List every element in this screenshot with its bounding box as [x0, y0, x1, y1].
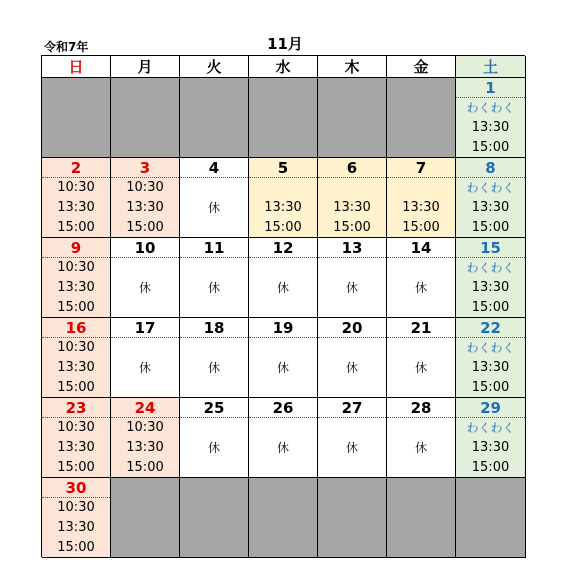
time-slot-list [42, 498, 110, 558]
time-slot-list [42, 418, 110, 478]
day-cell [387, 158, 456, 238]
event-label: わくわく [466, 181, 515, 195]
time-slot: 15:00 [402, 220, 440, 235]
day-cell [42, 238, 111, 318]
closed-label: 休 [345, 441, 358, 455]
time-slot: 15:00 [471, 460, 510, 475]
day-cell [456, 158, 526, 238]
closed-label: 休 [276, 441, 289, 455]
day-cell [387, 238, 456, 318]
closed-label: 休 [414, 281, 427, 295]
time-slot: 10:30 [57, 260, 95, 275]
time-slot: 15:00 [333, 220, 371, 235]
time-slot-list [456, 98, 525, 158]
empty-day-cell [249, 478, 318, 558]
time-slot: 13:30 [402, 200, 440, 215]
weekday-header-sun: 日 [42, 56, 111, 78]
time-slot: 13:30 [471, 200, 510, 215]
event-label: わくわく [466, 421, 515, 435]
day-number: 10 [111, 238, 179, 258]
time-slot: 15:00 [57, 300, 95, 315]
empty-day-cell [318, 78, 387, 158]
time-slot: 15:00 [471, 300, 510, 315]
time-slot: 10:30 [57, 420, 95, 435]
time-slot: 15:00 [126, 460, 164, 475]
day-cell [318, 238, 387, 318]
era-label: 令和7年 [44, 40, 89, 54]
event-label: わくわく [466, 101, 515, 115]
day-cell [180, 238, 249, 318]
time-slot-list [42, 338, 110, 398]
day-cell [111, 238, 180, 318]
event-label: わくわく [466, 341, 515, 355]
empty-day-cell [249, 78, 318, 158]
weekday-header-thu: 木 [318, 56, 387, 78]
time-slot: 15:00 [264, 220, 302, 235]
day-number: 11 [180, 238, 248, 258]
closed-label: 休 [414, 441, 427, 455]
day-number: 6 [318, 158, 386, 178]
day-number: 13 [318, 238, 386, 258]
day-cell [318, 398, 387, 478]
time-slot: 13:30 [57, 440, 95, 455]
day-number: 2 [42, 158, 110, 178]
calendar-grid [41, 55, 525, 557]
closed-label: 休 [207, 201, 220, 215]
empty-day-cell [456, 478, 526, 558]
empty-day-cell [387, 78, 456, 158]
time-slot: 13:30 [333, 200, 371, 215]
day-number: 3 [111, 158, 179, 178]
empty-day-cell [180, 78, 249, 158]
day-number: 15 [456, 238, 525, 258]
closed-label: 休 [414, 361, 427, 375]
day-number: 7 [387, 158, 455, 178]
time-slot: 13:30 [126, 200, 164, 215]
day-number: 20 [318, 318, 386, 338]
time-slot [318, 178, 386, 198]
time-slot: 15:00 [57, 540, 95, 555]
day-number: 30 [42, 478, 110, 498]
time-slot [249, 178, 317, 198]
time-slot: 10:30 [57, 500, 95, 515]
closed-label: 休 [207, 441, 220, 455]
empty-day-cell [387, 478, 456, 558]
day-number: 26 [249, 398, 317, 418]
day-number: 8 [456, 158, 525, 178]
empty-day-cell [180, 478, 249, 558]
day-cell [111, 318, 180, 398]
time-slot: 10:30 [126, 180, 164, 195]
weekday-header-wed: 水 [249, 56, 318, 78]
time-slot-list [42, 258, 110, 318]
time-slot: 15:00 [57, 380, 95, 395]
time-slot: 13:30 [471, 440, 510, 455]
closed-label: 休 [345, 281, 358, 295]
day-cell [456, 398, 526, 478]
day-number: 9 [42, 238, 110, 258]
weekday-header-mon: 月 [111, 56, 180, 78]
day-cell [249, 158, 318, 238]
day-cell [387, 398, 456, 478]
day-cell [387, 318, 456, 398]
day-cell [180, 158, 249, 238]
day-number: 12 [249, 238, 317, 258]
time-slot: 15:00 [57, 460, 95, 475]
day-cell [456, 318, 526, 398]
time-slot: 13:30 [126, 440, 164, 455]
empty-day-cell [42, 78, 111, 158]
time-slot: 13:30 [471, 280, 510, 295]
closed-label: 休 [138, 281, 151, 295]
time-slot-list [456, 178, 525, 238]
weekday-header-sat: 土 [456, 56, 526, 78]
day-number: 25 [180, 398, 248, 418]
day-number: 24 [111, 398, 179, 418]
day-number: 22 [456, 318, 525, 338]
day-cell [249, 318, 318, 398]
day-cell [249, 398, 318, 478]
day-cell [249, 238, 318, 318]
time-slot: 10:30 [57, 340, 95, 355]
day-cell [42, 158, 111, 238]
day-number: 5 [249, 158, 317, 178]
closed-label: 休 [345, 361, 358, 375]
day-cell [42, 398, 111, 478]
day-number: 4 [180, 158, 248, 178]
time-slot-list [42, 178, 110, 238]
time-slot-list [111, 418, 179, 478]
day-cell [180, 318, 249, 398]
time-slot: 13:30 [57, 280, 95, 295]
day-cell [111, 158, 180, 238]
closed-label: 休 [276, 281, 289, 295]
time-slot: 10:30 [126, 420, 164, 435]
day-number: 27 [318, 398, 386, 418]
time-slot: 13:30 [57, 360, 95, 375]
time-slot-list [249, 178, 317, 238]
empty-day-cell [318, 478, 387, 558]
day-cell [456, 78, 526, 158]
time-slot-list [456, 258, 525, 318]
day-number: 17 [111, 318, 179, 338]
time-slot: 13:30 [471, 120, 510, 135]
day-number: 18 [180, 318, 248, 338]
day-cell [42, 478, 111, 558]
day-number: 14 [387, 238, 455, 258]
closed-label: 休 [207, 361, 220, 375]
month-title: 11月 [267, 35, 303, 53]
day-cell [318, 158, 387, 238]
day-number: 16 [42, 318, 110, 338]
time-slot: 15:00 [471, 220, 510, 235]
time-slot: 13:30 [264, 200, 302, 215]
closed-label: 休 [276, 361, 289, 375]
day-cell [456, 238, 526, 318]
day-number: 19 [249, 318, 317, 338]
weekday-header-tue: 火 [180, 56, 249, 78]
time-slot [387, 178, 455, 198]
empty-day-cell [111, 78, 180, 158]
time-slot: 13:30 [57, 520, 95, 535]
day-cell [42, 318, 111, 398]
day-cell [111, 398, 180, 478]
weekday-header-fri: 金 [387, 56, 456, 78]
time-slot: 15:00 [126, 220, 164, 235]
time-slot-list [456, 418, 525, 478]
day-number: 29 [456, 398, 525, 418]
time-slot-list [456, 338, 525, 398]
time-slot-list [318, 178, 386, 238]
time-slot: 15:00 [471, 140, 510, 155]
time-slot: 15:00 [471, 380, 510, 395]
day-cell [318, 318, 387, 398]
time-slot: 10:30 [57, 180, 95, 195]
time-slot: 15:00 [57, 220, 95, 235]
day-number: 1 [456, 78, 525, 98]
time-slot-list [111, 178, 179, 238]
event-label: わくわく [466, 261, 515, 275]
time-slot: 13:30 [471, 360, 510, 375]
day-number: 28 [387, 398, 455, 418]
time-slot: 13:30 [57, 200, 95, 215]
day-number: 23 [42, 398, 110, 418]
closed-label: 休 [138, 361, 151, 375]
closed-label: 休 [207, 281, 220, 295]
time-slot-list [387, 178, 455, 238]
day-cell [180, 398, 249, 478]
day-number: 21 [387, 318, 455, 338]
empty-day-cell [111, 478, 180, 558]
